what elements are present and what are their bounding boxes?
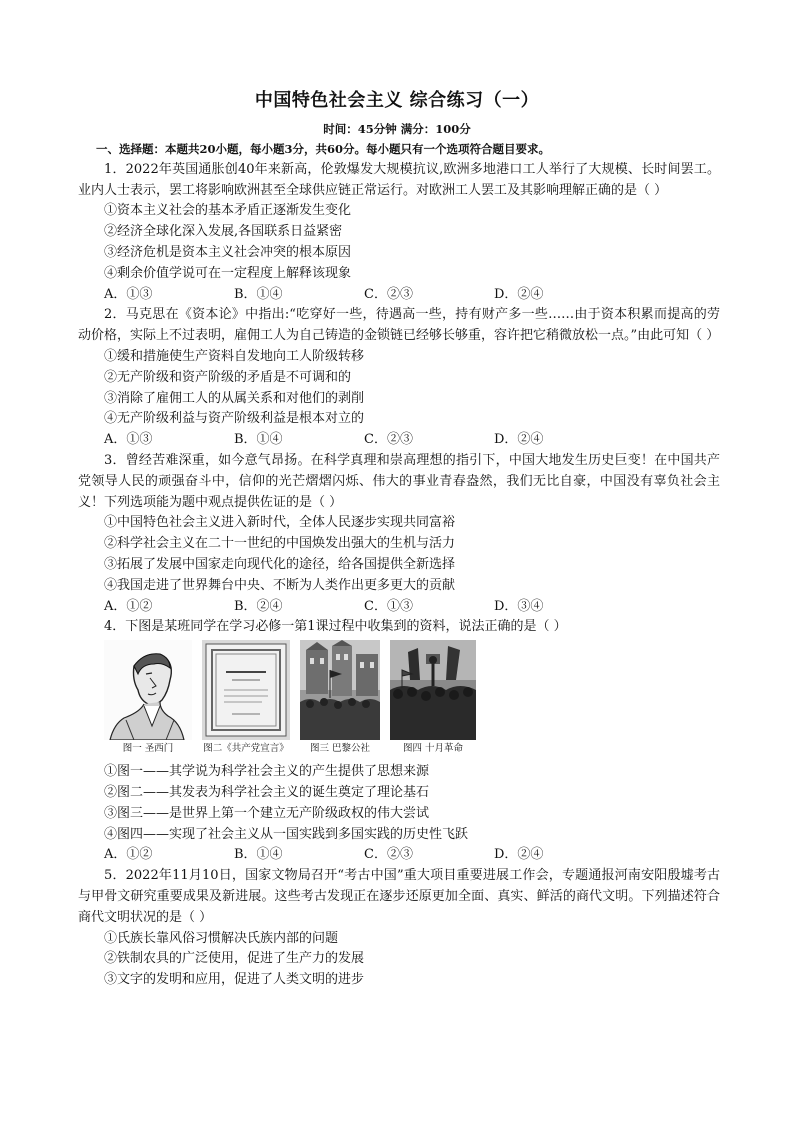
choice-d: D．②④ [494,432,544,448]
answer-choices [78,845,720,866]
question-4 [78,617,720,866]
statement-item: ②铁制农具的广泛使用，促进了生产力的发展 [104,951,365,967]
question-3 [78,451,720,617]
choice-a: A．①② [104,847,153,863]
statement-item: ③拓展了发展中国家走向现代化的途径，给各国提供全新选择 [104,556,456,572]
statement-item: ③图三——是世界上第一个建立无产阶级政权的伟大尝试 [104,805,430,821]
figure-2 [202,640,290,756]
figure-caption: 图一 圣西门 [122,743,174,755]
statement-item: ①图一——其学说为科学社会主义的产生提供了思想来源 [104,764,430,780]
choice-a: A．①③ [104,432,153,448]
answer-choices [78,597,720,618]
figure-caption: 图三 巴黎公社 [309,743,371,755]
figure-caption: 图四 十月革命 [402,743,464,755]
question-stem: 1．2022年英国通胀创40年来新高，伦敦爆发大规模抗议,欧洲多地港口工人举行了大规模、长时间罢工。业内人士表示，罢工将影响欧洲甚至全球供应链正常运行。对欧洲工人罢工及其影响理解正确的是（ ） [78,161,720,198]
exam-content [78,139,720,991]
statement-item: ④无产阶级利益与资产阶级利益是根本对立的 [104,411,365,427]
choice-b: B．①④ [234,286,283,302]
choice-d: D．②④ [494,286,544,302]
choice-c: C．②③ [364,847,413,863]
choice-c: C．②③ [364,432,413,448]
page-title: 中国特色社会主义 综合练习（一） [254,90,540,111]
statement-item: ②经济全球化深入发展,各国联系日益紧密 [104,224,343,240]
question-stem: 3．曾经苦难深重，如今意气昂扬。在科学真理和崇高理想的指引下，中国大地发生历史巨变！在中国共产党领导人民的顽强奋斗中，信仰的光芒熠熠闪烁、伟大的事业青春盎然，我们无比自豪，中国没有辜负社会主义！下列选项能为题中观点提供佐证的是（ ） [78,452,720,510]
document-image [202,640,290,740]
statement-item: ③文字的发明和应用，促进了人类文明的进步 [104,972,365,988]
statement-item: ①中国特色社会主义进入新时代，全体人民逐步实现共同富裕 [104,515,456,531]
question-5 [78,866,720,991]
statement-item: ①缓和措施使生产资料自发地向工人阶级转移 [104,348,365,364]
choice-b: B．①④ [234,847,283,863]
statement-item: ④剩余价值学说可在一定程度上解释该现象 [104,265,352,281]
choice-d: D．③④ [494,598,544,614]
answer-choices [78,430,720,451]
statement-item: ①氏族长靠风俗习惯解决氏族内部的问题 [104,930,339,946]
question-stem: 4．下图是某班同学在学习必修一第1课过程中收集到的资料，说法正确的是（ ） [104,619,567,635]
question-stem: 2．马克思在《资本论》中指出:“吃穿好一些，待遇高一些，持有财产多一些……由于资本积累而提高的劳动价格，实际上不过表明，雇佣工人为自己铸造的金锁链已经够长够重，容许把它稍微放松一点。”由此可知（ ） [78,307,720,344]
figure-row [78,640,720,760]
question-stem: 5．2022年11月10日，国家文物局召开“考古中国”重大项目重要进展工作会，专题通报河南安阳殷墟考古与甲骨文研究重要成果及新进展。这些考古发现正在逐步还原更加全面、真实、鲜活的商代文明。下列描述符合商代文明状况的是（ ） [78,868,720,925]
question-2 [78,305,720,451]
statement-item: ①资本主义社会的基本矛盾正逐渐发生变化 [104,203,352,219]
statement-item: ③消除了雇佣工人的从属关系和对他们的剥削 [104,390,365,406]
choice-b: B．②④ [234,598,283,614]
portrait-image [104,640,192,740]
exam-meta: 时间：45分钟 满分：100分 [323,122,471,136]
choice-c: C．①③ [364,598,413,614]
choice-a: A．①② [104,598,153,614]
choice-c: C．②③ [364,286,413,302]
statement-item: ②无产阶级和资产阶级的矛盾是不可调和的 [104,369,352,385]
statement-item: ②科学社会主义在二十一世纪的中国焕发出强大的生机与活力 [104,536,456,552]
choice-a: A．①③ [104,286,153,302]
revolution-image [390,640,476,740]
figure-caption: 图二《共产党宣言》 [203,743,289,755]
statement-item: ④我国走进了世界舞台中央、不断为人类作出更多更大的贡献 [104,577,456,593]
statement-item: ②图二——其发表为科学社会主义的诞生奠定了理论基石 [104,784,430,800]
figure-3 [300,640,380,756]
answer-choices [78,285,720,306]
choice-b: B．①④ [234,432,283,448]
figure-4 [390,640,476,756]
statement-item: ④图四——实现了社会主义从一国实践到多国实践的历史性飞跃 [104,826,469,842]
statement-item: ③经济危机是资本主义社会冲突的根本原因 [104,244,352,260]
figure-1 [104,640,192,756]
section-instruction: 一、选择题：本题共20小题，每小题3分，共60分。每小题只有一个选项符合题目要求。 [96,142,551,156]
question-1 [78,160,720,306]
choice-d: D．②④ [494,847,544,863]
commune-image [300,640,380,740]
